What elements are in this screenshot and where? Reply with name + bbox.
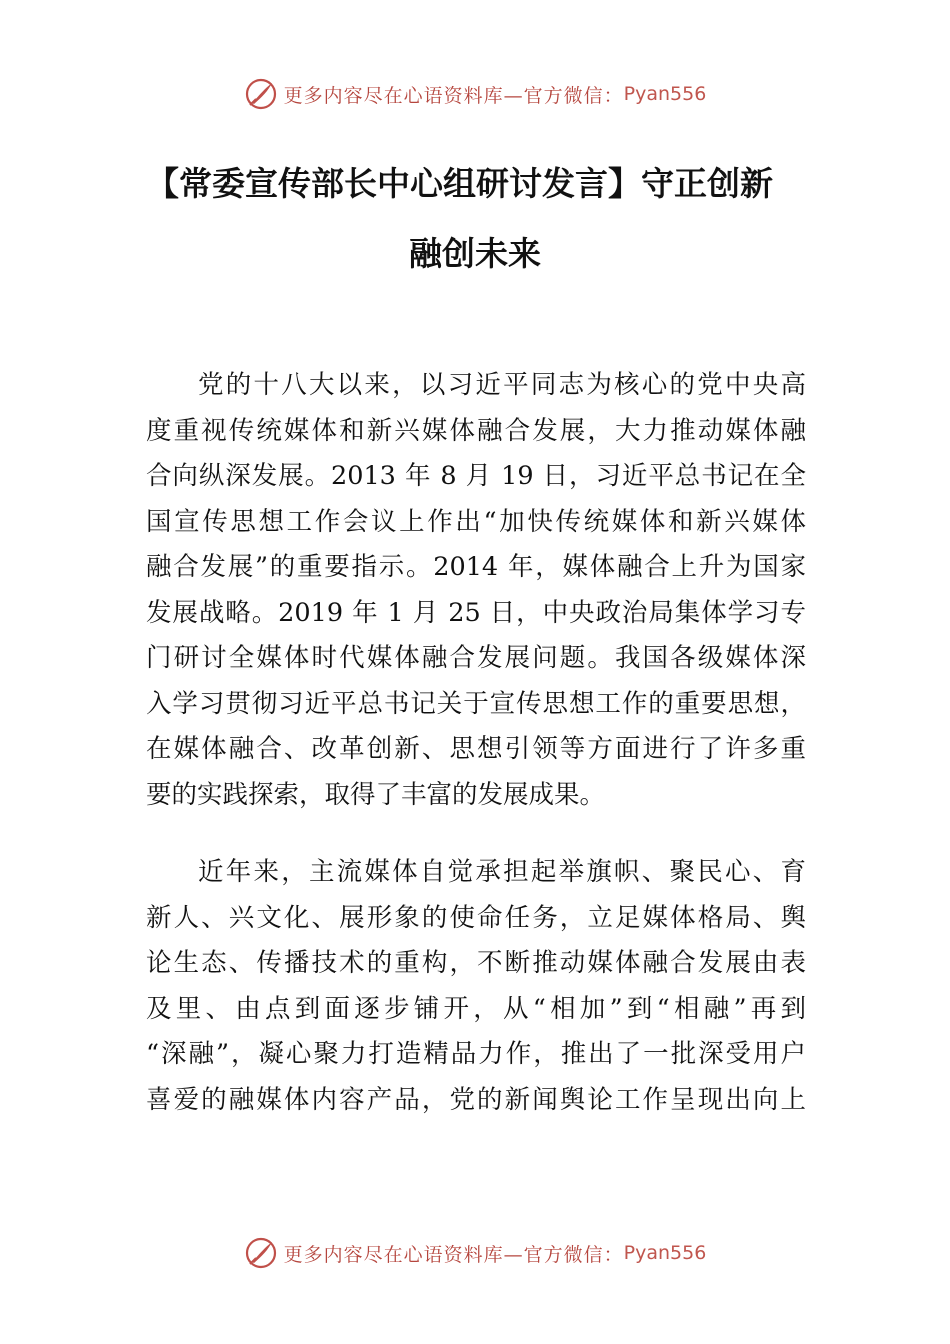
footer-watermark (0, 1233, 950, 1273)
paragraph-line: 门研讨全媒体时代媒体融合发展问题。我国各级媒体深 (146, 643, 806, 673)
paragraph-line: 喜爱的融媒体内容产品，党的新闻舆论工作呈现出向上 (146, 1084, 806, 1115)
paragraph-line: 度重视传统媒体和新兴媒体融合发展，大力推动媒体融 (146, 415, 806, 446)
document-title-line-2: 融创未来 (409, 234, 541, 273)
paragraph-line: 及里、由点到面逐步铺开，从“相加”到“相融”再到 (146, 993, 806, 1024)
paragraph-line: “深融”，凝心聚力打造精品力作，推出了一批深受用户 (146, 1039, 806, 1069)
watermark-text: 更多内容尽在心语资料库—官方微信： (283, 1243, 624, 1266)
paragraph-line: 发展战略。2019 年 1 月 25 日，中央政治局集体学习专 (146, 597, 806, 628)
paragraph-2 (146, 850, 806, 1123)
watermark-wechat-id: Pyan556 (623, 1242, 707, 1264)
document-title-line-1: 【常委宣传部长中心组研讨发言】守正创新 (146, 164, 773, 203)
paragraph-1 (146, 363, 806, 818)
paragraph-line: 融合发展”的重要指示。2014 年，媒体融合上升为国家 (146, 552, 806, 582)
quill-logo-icon (244, 77, 278, 111)
paragraph-line: 入学习贯彻习近平总书记关于宣传思想工作的重要思想， (146, 688, 806, 719)
watermark-wechat-id: Pyan556 (623, 83, 707, 105)
paragraph-line: 国宣传思想工作会议上作出“加快传统媒体和新兴媒体 (146, 506, 806, 537)
paragraph-line: 合向纵深发展。2013 年 8 月 19 日，习近平总书记在全 (146, 461, 806, 491)
watermark-text: 更多内容尽在心语资料库—官方微信： (283, 84, 624, 107)
paragraph-line: 新人、兴文化、展形象的使命任务，立足媒体格局、舆 (146, 902, 806, 933)
paragraph-line: 论生态、传播技术的重构，不断推动媒体融合发展由表 (146, 948, 806, 978)
paragraph-line: 党的十八大以来，以习近平同志为核心的党中央高 (198, 370, 806, 400)
paragraph-line: 近年来，主流媒体自觉承担起举旗帜、聚民心、育 (198, 857, 806, 887)
header-watermark (0, 74, 950, 114)
paragraph-line: 要的实践探索，取得了丰富的发展成果。 (146, 779, 606, 810)
paragraph-line: 在媒体融合、改革创新、思想引领等方面进行了许多重 (146, 734, 806, 764)
quill-logo-icon (244, 1236, 278, 1270)
